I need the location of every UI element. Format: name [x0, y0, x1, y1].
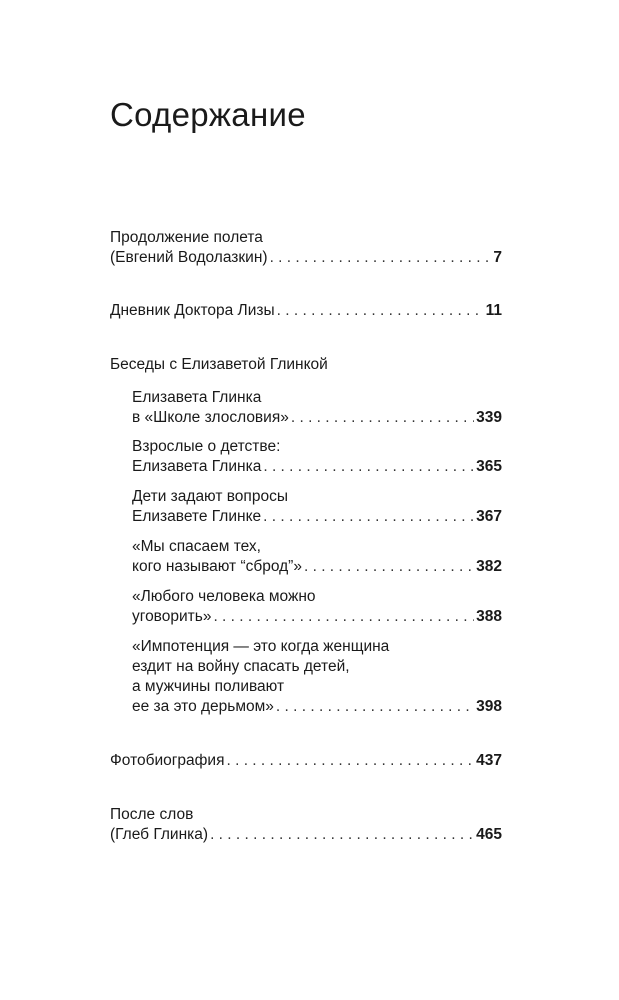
- toc-subentry[interactable]: [132, 487, 502, 527]
- toc-section-heading[interactable]: [110, 355, 502, 375]
- toc-entry-text: Елизавета Глинка: [132, 458, 262, 475]
- toc-entry-text: После слов: [110, 806, 194, 823]
- dot-leader: [263, 507, 474, 527]
- toc-entry-text: (Евгений Водолазкин): [110, 249, 268, 266]
- toc-page-number: 398: [476, 698, 502, 715]
- toc-entry-text: уговорить»: [132, 608, 212, 625]
- toc-entry-text: Дети задают вопросы: [132, 488, 288, 505]
- toc-page-number: 339: [476, 409, 502, 426]
- dot-leader: [226, 751, 474, 771]
- dot-leader: [276, 697, 474, 717]
- toc-entry-text: а мужчины поливают: [132, 678, 285, 695]
- dot-leader: [304, 557, 474, 577]
- toc-subentry[interactable]: [132, 537, 502, 577]
- dot-leader: [263, 457, 474, 477]
- toc-page-number: 382: [476, 558, 502, 575]
- toc-page-number: 11: [485, 302, 502, 319]
- toc-entry-text: Дневник Доктора Лизы: [110, 302, 275, 319]
- toc-entry-text: ездит на войну спасать детей,: [132, 658, 350, 675]
- dot-leader: [213, 607, 474, 627]
- toc-page-number: 388: [476, 608, 502, 625]
- toc-page-number: 7: [493, 249, 502, 266]
- toc-entry-text: (Глеб Глинка): [110, 826, 209, 843]
- toc-entry[interactable]: [110, 751, 502, 771]
- toc-subentry[interactable]: [132, 388, 502, 428]
- toc-entry-text: Фотобиография: [110, 752, 225, 769]
- toc-entry-text: Елизавета Глинка: [132, 389, 262, 406]
- toc-entry[interactable]: [110, 301, 502, 321]
- dot-leader: [210, 825, 474, 845]
- dot-leader: [291, 408, 474, 428]
- toc-entry-text: Елизавете Глинке: [132, 508, 262, 525]
- toc-entry-text: «Любого человека можно: [132, 588, 316, 605]
- toc-entry-text: «Импотенция — это когда женщина: [132, 638, 390, 655]
- dot-leader: [277, 301, 484, 321]
- toc-entry-text: ее за это дерьмом»: [132, 698, 274, 715]
- toc-entry[interactable]: [110, 228, 502, 268]
- toc-entry-text: Взрослые о детстве:: [132, 438, 281, 455]
- toc-subentry[interactable]: [132, 637, 502, 717]
- toc-page-number: 365: [476, 458, 502, 475]
- page-title: Содержание: [110, 96, 306, 133]
- toc-entry-text: Продолжение полета: [110, 229, 263, 246]
- toc-entry-text: «Мы спасаем тех,: [132, 538, 261, 555]
- toc-entry-text: в «Школе злословия»: [132, 409, 289, 426]
- toc-page-number: 367: [476, 508, 502, 525]
- toc-page-number: 465: [476, 826, 502, 843]
- toc-entry-text: кого называют “сброд”»: [132, 558, 302, 575]
- dot-leader: [270, 248, 492, 268]
- toc-subentry[interactable]: [132, 437, 502, 477]
- toc-entry[interactable]: [110, 805, 502, 845]
- toc-subentry[interactable]: [132, 587, 502, 627]
- toc-entry-text: Беседы с Елизаветой Глинкой: [110, 356, 328, 373]
- toc-page-number: 437: [476, 752, 502, 769]
